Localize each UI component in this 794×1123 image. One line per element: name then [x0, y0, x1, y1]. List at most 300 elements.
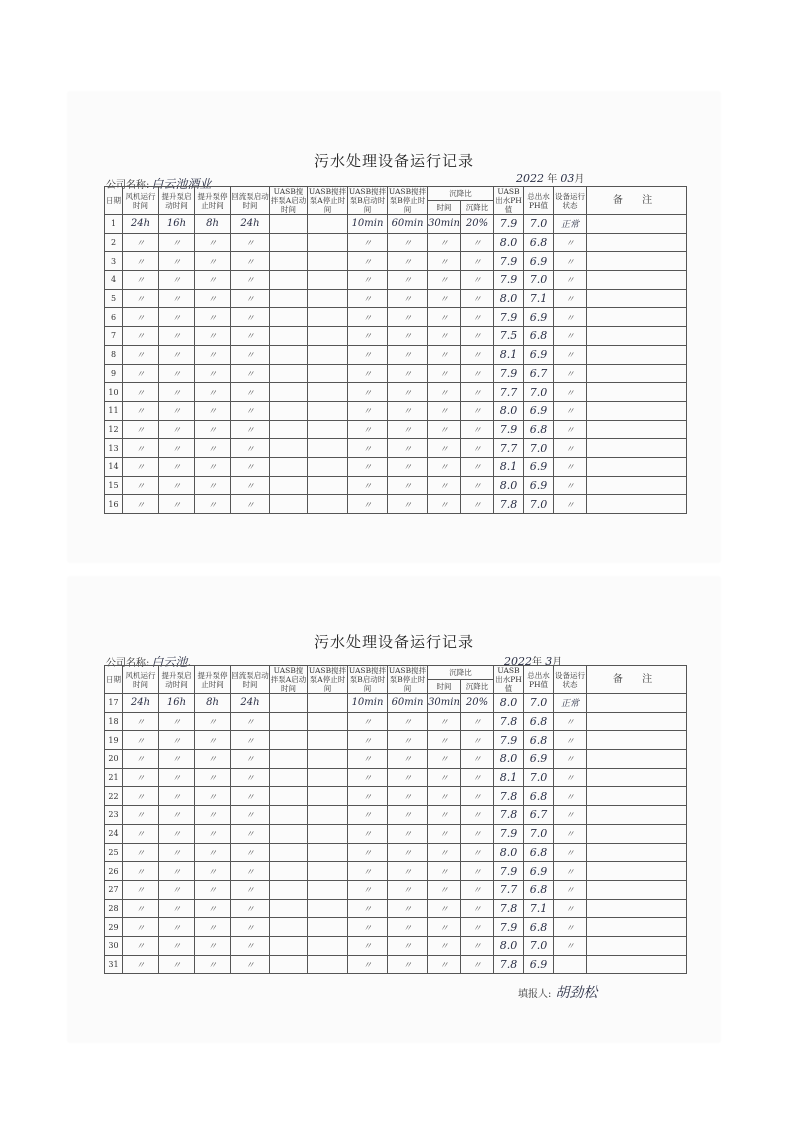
cell-note — [587, 215, 687, 234]
cell-total-ph: 6.9 — [524, 252, 554, 271]
table-row — [105, 731, 687, 750]
cell-uasb-a-start — [270, 308, 308, 327]
cell-day: 19 — [105, 731, 123, 750]
cell-status: 〃 — [554, 918, 587, 937]
table-row — [105, 439, 687, 458]
cell-uasb-ph: 8.0 — [494, 289, 524, 308]
cell-lift-pump-stop: 〃 — [195, 401, 231, 420]
cell-day: 28 — [105, 899, 123, 918]
cell-uasb-a-start — [270, 750, 308, 769]
cell-uasb-b-start: 〃 — [348, 308, 388, 327]
cell-reflux-pump-start: 〃 — [231, 457, 270, 476]
cell-uasb-ph: 7.9 — [494, 862, 524, 881]
cell-uasb-b-start: 〃 — [348, 383, 388, 402]
cell-reflux-pump-start: 〃 — [231, 439, 270, 458]
cell-uasb-b-stop: 〃 — [388, 495, 428, 514]
cell-uasb-b-stop: 〃 — [388, 457, 428, 476]
cell-total-ph: 7.0 — [524, 936, 554, 955]
cell-settling-ratio: 20% — [461, 215, 494, 234]
cell-day: 4 — [105, 271, 123, 290]
cell-fan-runtime: 24h — [123, 215, 159, 234]
table-row — [105, 955, 687, 974]
cell-lift-pump-stop: 〃 — [195, 712, 231, 731]
cell-uasb-b-stop: 〃 — [388, 824, 428, 843]
cell-lift-pump-start: 〃 — [159, 936, 195, 955]
cell-uasb-b-stop: 〃 — [388, 401, 428, 420]
cell-day: 26 — [105, 862, 123, 881]
cell-uasb-a-stop — [308, 862, 348, 881]
cell-lift-pump-start: 〃 — [159, 843, 195, 862]
cell-uasb-a-start — [270, 215, 308, 234]
cell-uasb-ph: 7.8 — [494, 712, 524, 731]
cell-reflux-pump-start: 〃 — [231, 289, 270, 308]
cell-day: 24 — [105, 824, 123, 843]
cell-reflux-pump-start: 〃 — [231, 327, 270, 346]
cell-uasb-a-start — [270, 252, 308, 271]
cell-reflux-pump-start: 〃 — [231, 420, 270, 439]
cell-uasb-a-stop — [308, 806, 348, 825]
cell-uasb-a-stop — [308, 712, 348, 731]
cell-uasb-a-stop — [308, 327, 348, 346]
cell-uasb-b-start: 〃 — [348, 233, 388, 252]
cell-note — [587, 694, 687, 713]
cell-lift-pump-stop: 〃 — [195, 420, 231, 439]
cell-day: 17 — [105, 694, 123, 713]
cell-lift-pump-stop: 〃 — [195, 955, 231, 974]
cell-settling-ratio: 〃 — [461, 495, 494, 514]
cell-lift-pump-stop: 〃 — [195, 806, 231, 825]
cell-lift-pump-start: 〃 — [159, 731, 195, 750]
cell-uasb-a-stop — [308, 476, 348, 495]
cell-uasb-b-stop: 〃 — [388, 712, 428, 731]
cell-settling-time: 〃 — [428, 731, 461, 750]
cell-day: 18 — [105, 712, 123, 731]
header-settling-ratio: 沉降比 — [461, 201, 494, 215]
header-status: 设备运行状态 — [554, 666, 587, 694]
cell-status: 正常 — [554, 694, 587, 713]
cell-uasb-a-stop — [308, 457, 348, 476]
cell-note — [587, 824, 687, 843]
cell-total-ph: 7.0 — [524, 215, 554, 234]
cell-settling-time: 〃 — [428, 383, 461, 402]
cell-settling-time: 〃 — [428, 768, 461, 787]
cell-uasb-ph: 7.7 — [494, 880, 524, 899]
cell-uasb-a-stop — [308, 843, 348, 862]
cell-status: 〃 — [554, 439, 587, 458]
cell-status: 〃 — [554, 750, 587, 769]
cell-day: 20 — [105, 750, 123, 769]
header-uasb-a-start: UASB搅拌泵A启动时间 — [270, 187, 307, 214]
cell-lift-pump-stop: 〃 — [195, 383, 231, 402]
cell-settling-time: 〃 — [428, 880, 461, 899]
cell-uasb-a-stop — [308, 918, 348, 937]
header-uasb-b-stop: UASB搅拌泵B停止时间 — [388, 187, 427, 214]
cell-uasb-ph: 8.0 — [494, 476, 524, 495]
cell-lift-pump-start: 〃 — [159, 271, 195, 290]
cell-reflux-pump-start: 〃 — [231, 806, 270, 825]
table-row — [105, 880, 687, 899]
reporter-signature: 胡劲松 — [555, 985, 598, 1001]
table-row — [105, 252, 687, 271]
cell-settling-ratio: 〃 — [461, 750, 494, 769]
cell-fan-runtime: 〃 — [123, 936, 159, 955]
table-row — [105, 308, 687, 327]
cell-status: 〃 — [554, 862, 587, 881]
year-suffix: 年 — [547, 174, 558, 185]
cell-note — [587, 750, 687, 769]
cell-fan-runtime: 〃 — [123, 899, 159, 918]
cell-uasb-b-stop: 〃 — [388, 271, 428, 290]
cell-settling-time: 〃 — [428, 401, 461, 420]
table-row — [105, 289, 687, 308]
cell-uasb-b-stop: 〃 — [388, 862, 428, 881]
cell-uasb-b-stop: 〃 — [388, 918, 428, 937]
header-reflux-pump-start: 回流泵启动时间 — [231, 187, 270, 215]
cell-uasb-a-start — [270, 824, 308, 843]
cell-settling-ratio: 〃 — [461, 731, 494, 750]
cell-status: 〃 — [554, 936, 587, 955]
cell-uasb-ph: 7.7 — [494, 383, 524, 402]
cell-uasb-a-start — [270, 420, 308, 439]
cell-fan-runtime: 〃 — [123, 308, 159, 327]
cell-settling-ratio: 〃 — [461, 457, 494, 476]
cell-settling-time: 〃 — [428, 327, 461, 346]
header-status: 设备运行状态 — [554, 187, 587, 215]
cell-lift-pump-stop: 〃 — [195, 345, 231, 364]
cell-lift-pump-stop: 〃 — [195, 880, 231, 899]
cell-reflux-pump-start: 〃 — [231, 862, 270, 881]
cell-settling-time: 〃 — [428, 712, 461, 731]
cell-total-ph: 7.1 — [524, 899, 554, 918]
cell-reflux-pump-start: 〃 — [231, 401, 270, 420]
cell-uasb-b-stop: 〃 — [388, 327, 428, 346]
cell-reflux-pump-start: 〃 — [231, 308, 270, 327]
cell-note — [587, 899, 687, 918]
cell-total-ph: 6.8 — [524, 880, 554, 899]
cell-uasb-a-stop — [308, 233, 348, 252]
header-total-ph: 总出水PH值 — [524, 187, 554, 215]
cell-settling-ratio: 〃 — [461, 806, 494, 825]
cell-uasb-ph: 7.9 — [494, 252, 524, 271]
cell-reflux-pump-start: 〃 — [231, 955, 270, 974]
cell-reflux-pump-start: 〃 — [231, 787, 270, 806]
cell-uasb-ph: 7.9 — [494, 420, 524, 439]
cell-total-ph: 7.0 — [524, 495, 554, 514]
table-row — [105, 936, 687, 955]
cell-uasb-a-start — [270, 899, 308, 918]
cell-status: 〃 — [554, 787, 587, 806]
cell-settling-ratio: 〃 — [461, 439, 494, 458]
cell-settling-ratio: 〃 — [461, 768, 494, 787]
cell-lift-pump-start: 〃 — [159, 862, 195, 881]
cell-note — [587, 345, 687, 364]
cell-lift-pump-start: 〃 — [159, 476, 195, 495]
cell-settling-ratio: 〃 — [461, 271, 494, 290]
table-row — [105, 806, 687, 825]
cell-uasb-b-stop: 〃 — [388, 955, 428, 974]
cell-uasb-ph: 8.1 — [494, 768, 524, 787]
header-lift-pump-start: 提升泵启动时间 — [159, 187, 195, 215]
cell-lift-pump-stop: 〃 — [195, 731, 231, 750]
cell-uasb-b-start: 〃 — [348, 731, 388, 750]
cell-lift-pump-stop: 〃 — [195, 824, 231, 843]
cell-total-ph: 6.9 — [524, 862, 554, 881]
cell-fan-runtime: 〃 — [123, 731, 159, 750]
cell-uasb-ph: 7.8 — [494, 495, 524, 514]
header-settling: 沉降比 — [428, 187, 494, 201]
table-row — [105, 383, 687, 402]
cell-lift-pump-start: 〃 — [159, 495, 195, 514]
cell-uasb-b-start: 〃 — [348, 936, 388, 955]
cell-fan-runtime: 〃 — [123, 289, 159, 308]
cell-uasb-b-start: 〃 — [348, 327, 388, 346]
header-lift-pump-stop: 提升泵停止时间 — [195, 666, 231, 694]
cell-uasb-ph: 7.7 — [494, 439, 524, 458]
cell-note — [587, 936, 687, 955]
cell-day: 15 — [105, 476, 123, 495]
header-fan-runtime: 风机运行时间 — [123, 187, 159, 215]
cell-uasb-b-start: 〃 — [348, 880, 388, 899]
cell-uasb-ph: 7.5 — [494, 327, 524, 346]
cell-settling-ratio: 〃 — [461, 787, 494, 806]
cell-uasb-b-stop: 〃 — [388, 806, 428, 825]
cell-uasb-a-stop — [308, 439, 348, 458]
cell-lift-pump-stop: 8h — [195, 694, 231, 713]
cell-total-ph: 6.7 — [524, 364, 554, 383]
table-row — [105, 420, 687, 439]
table-row — [105, 495, 687, 514]
month-value: 3 — [545, 655, 553, 668]
header-uasb-a-stop: UASB搅拌泵A停止时间 — [308, 666, 347, 693]
cell-fan-runtime: 〃 — [123, 862, 159, 881]
cell-total-ph: 6.9 — [524, 476, 554, 495]
cell-total-ph: 7.1 — [524, 289, 554, 308]
cell-settling-time: 〃 — [428, 364, 461, 383]
cell-lift-pump-start: 〃 — [159, 327, 195, 346]
cell-total-ph: 6.8 — [524, 420, 554, 439]
cell-uasb-b-start: 〃 — [348, 271, 388, 290]
cell-lift-pump-start: 〃 — [159, 955, 195, 974]
cell-uasb-ph: 7.9 — [494, 308, 524, 327]
header-lift-pump-start: 提升泵启动时间 — [159, 666, 195, 694]
cell-uasb-a-stop — [308, 364, 348, 383]
cell-day: 23 — [105, 806, 123, 825]
record-table — [104, 665, 687, 974]
header-total-ph: 总出水PH值 — [524, 666, 554, 694]
cell-uasb-a-stop — [308, 308, 348, 327]
cell-uasb-a-stop — [308, 289, 348, 308]
cell-uasb-a-start — [270, 694, 308, 713]
cell-day: 9 — [105, 364, 123, 383]
cell-lift-pump-start: 〃 — [159, 252, 195, 271]
cell-reflux-pump-start: 〃 — [231, 233, 270, 252]
company-value: 白云池酒业 — [151, 177, 212, 191]
cell-total-ph: 6.8 — [524, 787, 554, 806]
cell-day: 30 — [105, 936, 123, 955]
cell-uasb-b-start: 〃 — [348, 495, 388, 514]
cell-status: 〃 — [554, 327, 587, 346]
cell-fan-runtime: 〃 — [123, 843, 159, 862]
header-date: 日期 — [105, 187, 123, 215]
cell-uasb-b-start: 〃 — [348, 476, 388, 495]
cell-settling-time: 〃 — [428, 862, 461, 881]
cell-note — [587, 880, 687, 899]
cell-uasb-a-stop — [308, 899, 348, 918]
cell-lift-pump-start: 〃 — [159, 345, 195, 364]
cell-fan-runtime: 〃 — [123, 955, 159, 974]
cell-uasb-ph: 7.9 — [494, 271, 524, 290]
cell-settling-ratio: 〃 — [461, 824, 494, 843]
cell-settling-ratio: 〃 — [461, 843, 494, 862]
cell-total-ph: 6.8 — [524, 327, 554, 346]
cell-fan-runtime: 〃 — [123, 439, 159, 458]
cell-settling-ratio: 〃 — [461, 252, 494, 271]
cell-settling-time: 〃 — [428, 233, 461, 252]
cell-status: 〃 — [554, 364, 587, 383]
cell-uasb-b-start: 〃 — [348, 750, 388, 769]
cell-note — [587, 327, 687, 346]
cell-reflux-pump-start: 〃 — [231, 843, 270, 862]
cell-note — [587, 731, 687, 750]
cell-fan-runtime: 〃 — [123, 401, 159, 420]
cell-uasb-ph: 7.9 — [494, 918, 524, 937]
cell-settling-time: 〃 — [428, 899, 461, 918]
cell-lift-pump-start: 〃 — [159, 787, 195, 806]
cell-settling-time: 〃 — [428, 345, 461, 364]
cell-uasb-a-stop — [308, 345, 348, 364]
cell-status: 〃 — [554, 252, 587, 271]
reporter-label: 填报人: — [518, 989, 552, 1000]
cell-lift-pump-stop: 8h — [195, 215, 231, 234]
cell-status: 〃 — [554, 476, 587, 495]
cell-reflux-pump-start: 〃 — [231, 495, 270, 514]
cell-settling-ratio: 〃 — [461, 712, 494, 731]
header-fan-runtime: 风机运行时间 — [123, 666, 159, 694]
cell-uasb-a-stop — [308, 495, 348, 514]
cell-fan-runtime: 〃 — [123, 364, 159, 383]
cell-settling-time: 〃 — [428, 271, 461, 290]
cell-settling-time: 〃 — [428, 750, 461, 769]
cell-note — [587, 843, 687, 862]
cell-settling-time: 〃 — [428, 955, 461, 974]
cell-status: 〃 — [554, 880, 587, 899]
cell-fan-runtime: 〃 — [123, 233, 159, 252]
cell-reflux-pump-start: 〃 — [231, 345, 270, 364]
reporter-line — [518, 982, 597, 1002]
cell-uasb-ph: 7.8 — [494, 899, 524, 918]
cell-note — [587, 862, 687, 881]
cell-settling-time: 〃 — [428, 806, 461, 825]
cell-total-ph: 7.0 — [524, 768, 554, 787]
cell-note — [587, 768, 687, 787]
cell-lift-pump-start: 〃 — [159, 712, 195, 731]
cell-settling-ratio: 〃 — [461, 289, 494, 308]
cell-note — [587, 233, 687, 252]
cell-note — [587, 476, 687, 495]
cell-uasb-b-stop: 〃 — [388, 308, 428, 327]
cell-uasb-ph: 8.0 — [494, 936, 524, 955]
cell-lift-pump-start: 〃 — [159, 824, 195, 843]
cell-status: 〃 — [554, 308, 587, 327]
cell-fan-runtime: 〃 — [123, 495, 159, 514]
cell-uasb-ph: 8.1 — [494, 345, 524, 364]
cell-status: 〃 — [554, 271, 587, 290]
cell-uasb-b-start: 〃 — [348, 843, 388, 862]
table-row — [105, 233, 687, 252]
table-row — [105, 862, 687, 881]
cell-lift-pump-start: 16h — [159, 215, 195, 234]
cell-fan-runtime: 〃 — [123, 327, 159, 346]
cell-settling-ratio: 〃 — [461, 899, 494, 918]
cell-settling-ratio: 〃 — [461, 345, 494, 364]
cell-settling-time: 〃 — [428, 308, 461, 327]
cell-note — [587, 439, 687, 458]
cell-reflux-pump-start: 〃 — [231, 364, 270, 383]
cell-status: 〃 — [554, 899, 587, 918]
cell-uasb-b-stop: 〃 — [388, 880, 428, 899]
header-uasb-a-start: UASB搅拌泵A启动时间 — [270, 666, 307, 693]
cell-uasb-a-stop — [308, 750, 348, 769]
cell-note — [587, 457, 687, 476]
cell-total-ph: 6.8 — [524, 731, 554, 750]
cell-uasb-a-stop — [308, 215, 348, 234]
cell-uasb-ph: 7.8 — [494, 955, 524, 974]
cell-day: 27 — [105, 880, 123, 899]
cell-settling-ratio: 〃 — [461, 383, 494, 402]
cell-status: 〃 — [554, 843, 587, 862]
cell-lift-pump-start: 16h — [159, 694, 195, 713]
cell-uasb-a-stop — [308, 731, 348, 750]
cell-settling-time: 〃 — [428, 936, 461, 955]
cell-uasb-b-start: 〃 — [348, 899, 388, 918]
cell-uasb-a-stop — [308, 383, 348, 402]
cell-lift-pump-stop: 〃 — [195, 843, 231, 862]
table-row — [105, 843, 687, 862]
cell-uasb-a-stop — [308, 955, 348, 974]
cell-day: 3 — [105, 252, 123, 271]
cell-uasb-b-start: 10min — [348, 215, 388, 234]
cell-total-ph: 6.9 — [524, 401, 554, 420]
cell-uasb-b-stop: 〃 — [388, 345, 428, 364]
cell-uasb-a-start — [270, 768, 308, 787]
cell-uasb-b-start: 〃 — [348, 289, 388, 308]
cell-reflux-pump-start: 〃 — [231, 750, 270, 769]
cell-total-ph: 6.9 — [524, 955, 554, 974]
cell-note — [587, 364, 687, 383]
cell-uasb-a-start — [270, 806, 308, 825]
cell-settling-time: 〃 — [428, 843, 461, 862]
cell-uasb-b-start: 〃 — [348, 364, 388, 383]
cell-settling-ratio: 〃 — [461, 955, 494, 974]
cell-reflux-pump-start: 〃 — [231, 824, 270, 843]
cell-uasb-b-stop: 〃 — [388, 936, 428, 955]
cell-status: 〃 — [554, 824, 587, 843]
cell-fan-runtime: 〃 — [123, 345, 159, 364]
header-note: 备 注 — [587, 666, 687, 694]
cell-total-ph: 6.8 — [524, 712, 554, 731]
cell-lift-pump-start: 〃 — [159, 899, 195, 918]
cell-lift-pump-stop: 〃 — [195, 252, 231, 271]
cell-reflux-pump-start: 〃 — [231, 899, 270, 918]
cell-uasb-b-stop: 〃 — [388, 233, 428, 252]
cell-lift-pump-stop: 〃 — [195, 364, 231, 383]
cell-total-ph: 6.8 — [524, 843, 554, 862]
cell-reflux-pump-start: 〃 — [231, 712, 270, 731]
cell-settling-time: 〃 — [428, 495, 461, 514]
cell-status: 〃 — [554, 712, 587, 731]
cell-uasb-ph: 7.9 — [494, 731, 524, 750]
cell-uasb-ph: 7.9 — [494, 215, 524, 234]
